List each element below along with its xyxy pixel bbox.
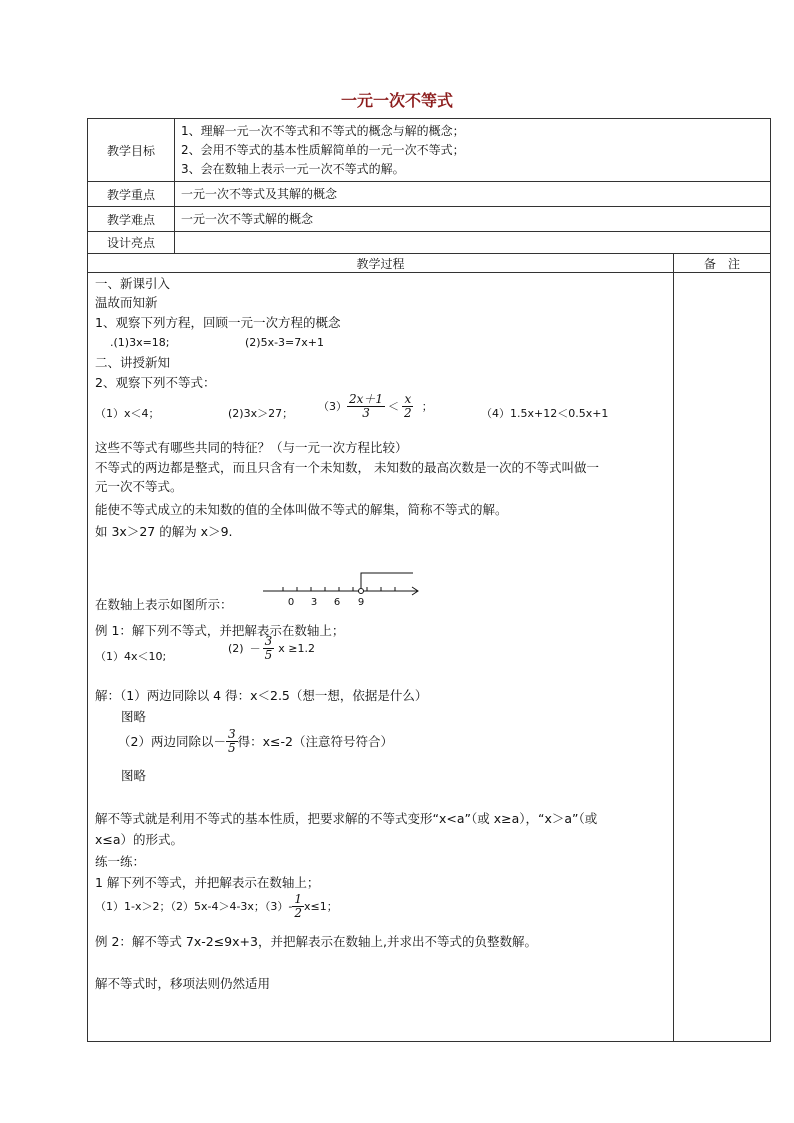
fraction-denominator: 2 xyxy=(294,906,303,920)
goals-label: 教学目标 xyxy=(88,119,175,182)
fraction-denominator: 5 xyxy=(227,741,236,755)
example-2: 例 2：解不等式 7x-2≤9x+3，并把解表示在数轴上,并求出不等式的负整数解。 xyxy=(95,934,537,949)
highlight-value xyxy=(175,232,771,254)
highlight-row xyxy=(88,232,771,254)
fraction-denominator: 2 xyxy=(404,406,412,420)
common-features-question: 这些不等式有哪些共同的特征？（与一元一次方程比较） xyxy=(95,440,408,455)
practice-items-suffix: x≤1； xyxy=(304,900,338,913)
open-point-icon xyxy=(359,589,364,594)
number-line-caption: 在数轴上表示如图所示： xyxy=(95,597,233,612)
definition-line-2: 元一次不等式。 xyxy=(95,479,183,494)
key-value: 一元一次不等式及其解的概念 xyxy=(175,182,771,207)
fraction-3-over-5 xyxy=(263,635,275,662)
figure-omitted-1: 图略 xyxy=(121,709,147,724)
equation-2: (2)5x-3=7x+1 xyxy=(245,336,324,349)
fraction-numerator: 3 xyxy=(227,727,236,741)
definition-line-1: 不等式的两边都是整式，而且只含有一个未知数， 未知数的最高次数是一次的不等式叫做一 xyxy=(95,460,599,475)
fraction-2x1-over-3 xyxy=(347,393,385,420)
fraction-numerator: x xyxy=(404,392,412,406)
solution-2-suffix: 得：x≤-2（注意符号符合） xyxy=(237,734,393,749)
example-solution: 如 3x＞27 的解为 x＞9. xyxy=(95,524,233,539)
process-content xyxy=(88,273,674,1042)
practice-heading: 练一练： xyxy=(95,854,146,869)
key-label: 教学重点 xyxy=(88,182,175,207)
tick-label-3: 3 xyxy=(310,597,318,608)
goal-2: 2、会用不等式的基本性质解简单的一元一次不等式； xyxy=(181,142,465,157)
inequality-3-prefix: （3） xyxy=(318,400,347,413)
example-1a: （1）4x＜10; xyxy=(95,650,167,663)
tick-label-0: 0 xyxy=(287,597,295,608)
practice-items-prefix: （1）1-x＞2；（2）5x-4＞4-3x；（3）- xyxy=(95,900,293,913)
example-1b xyxy=(228,635,315,662)
solution-1: 解：（1）两边同除以 4 得：x＜2.5（想一想，依据是什么） xyxy=(95,688,428,703)
section-new: 二、讲授新知 xyxy=(95,355,171,370)
lesson-table xyxy=(87,118,771,1042)
example-1b-suffix: x ≥1.2 xyxy=(278,642,315,655)
process-row xyxy=(88,273,771,1042)
fraction-numerator: 1 xyxy=(294,892,303,906)
minus-sign: － xyxy=(249,642,261,655)
highlight-label: 设计亮点 xyxy=(88,232,175,254)
notes-header: 备 注 xyxy=(674,254,771,273)
fraction-3-over-5 xyxy=(226,728,238,755)
inequality-3-suffix: ； xyxy=(421,400,433,413)
fraction-1-over-2 xyxy=(292,893,304,920)
practice-items xyxy=(95,893,338,920)
example-1-heading: 例 1：解下列不等式，并把解表示在数轴上； xyxy=(95,623,345,638)
fraction-numerator: 2x＋1 xyxy=(349,392,384,406)
solution-set-definition: 能使不等式成立的未知数的值的全体叫做不等式的解集，简称不等式的解。 xyxy=(95,502,508,517)
review-heading: 温故而知新 xyxy=(95,295,158,310)
inequality-1: （1）x＜4； xyxy=(95,407,160,420)
key-row xyxy=(88,182,771,207)
less-than-sign: ＜ xyxy=(388,400,400,413)
inequality-3 xyxy=(318,393,433,420)
solution-bracket xyxy=(361,573,413,588)
difficulty-label: 教学难点 xyxy=(88,207,175,232)
goals-cell xyxy=(175,119,771,182)
equation-1: .(1)3x=18; xyxy=(110,336,170,349)
practice-prompt: 1 解下列不等式，并把解表示在数轴上； xyxy=(95,875,320,890)
goal-1: 1、理解一元一次不等式和不等式的概念与解的概念； xyxy=(181,123,465,138)
number-line xyxy=(263,568,423,613)
goal-3: 3、会在数轴上表示一元一次不等式的解。 xyxy=(181,161,405,176)
inequality-4: （4）1.5x+12＜0.5x+1 xyxy=(481,407,609,420)
equations-prompt: 1、观察下列方程，回顾一元一次方程的概念 xyxy=(95,315,341,330)
notes-cell xyxy=(674,273,771,1042)
fraction-denominator: 3 xyxy=(362,406,370,420)
goals-row xyxy=(88,119,771,182)
fraction-x-over-2 xyxy=(402,393,414,420)
fraction-numerator: 3 xyxy=(264,634,273,648)
difficulty-row xyxy=(88,207,771,232)
figure-omitted-2: 图略 xyxy=(121,768,147,783)
section-intro: 一、新课引入 xyxy=(95,276,171,291)
inequalities-prompt: 2、观察下列不等式： xyxy=(95,375,216,390)
method-line-2: x≤a）的形式。 xyxy=(95,832,184,847)
tick-label-6: 6 xyxy=(333,597,341,608)
difficulty-value: 一元一次不等式解的概念 xyxy=(175,207,771,232)
process-header-row xyxy=(88,254,771,273)
fraction-denominator: 5 xyxy=(264,648,273,662)
solution-2 xyxy=(118,728,393,755)
inequality-2: (2)3x＞27； xyxy=(228,407,294,420)
example-1b-prefix: (2) xyxy=(228,642,244,655)
tick-label-9: 9 xyxy=(357,597,365,608)
page-title: 一元一次不等式 xyxy=(340,91,453,110)
method-line-1: 解不等式就是利用不等式的基本性质，把要求解的不等式变形“x<a”（或 x≥a），“x＞a”（或 xyxy=(95,811,598,826)
process-header: 教学过程 xyxy=(88,254,674,273)
solution-2-prefix: （2）两边同除以－ xyxy=(118,734,226,749)
transposition-note: 解不等式时，移项法则仍然适用 xyxy=(95,976,271,991)
